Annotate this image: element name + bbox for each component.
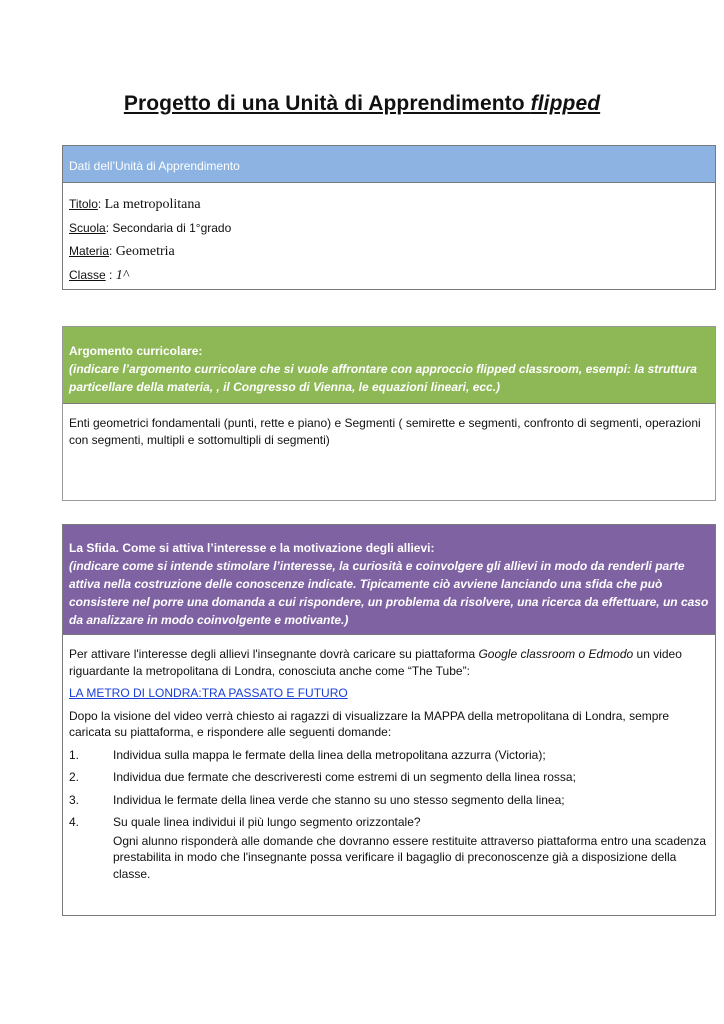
titolo-value: La metropolitana	[104, 197, 201, 212]
question-number: 1.	[69, 747, 80, 762]
argomento-body	[63, 404, 715, 448]
dati-header	[63, 146, 715, 183]
question-text: Individua sulla mappa le fermate della linea della metropolitana azzurra (Victoria);	[113, 747, 546, 762]
scuola-row: Scuola: Secondaria di 1°grado	[69, 221, 232, 235]
dati-section	[62, 145, 716, 290]
scuola-label: Scuola	[69, 221, 106, 235]
sfida-intro-text-1: Per attivare l'interesse degli allievi l'insegnante dovrà caricare su piattaforma	[69, 647, 479, 661]
question-text: Individua due fermate che descriveresti come estremi di un segmento della linea rossa;	[113, 770, 576, 784]
sfida-after-video: Dopo la visione del video verrà chiesto ai ragazzi di visualizzare la MAPPA della metropolitana di Londra, sempre caricata su piattaforma, e rispondere alle seguenti domande:	[69, 708, 670, 739]
list-item	[69, 747, 709, 764]
sfida-body	[63, 635, 715, 882]
sfida-section	[62, 524, 716, 916]
list-item	[69, 814, 709, 831]
page-title-italic: flipped	[530, 92, 601, 115]
sfida-intro-text-2: un video riguardante la metropolitana di Londra, conosciuta anche come “The Tube”:	[69, 647, 682, 678]
question-number: 3.	[69, 792, 80, 807]
classe-value: 1^	[115, 268, 129, 283]
question-number: 2.	[69, 770, 80, 784]
sfida-header	[63, 525, 715, 635]
scuola-value: Secondaria di 1°grado	[112, 221, 232, 235]
materia-value: Geometria	[115, 244, 175, 259]
question-number: 4.	[69, 815, 80, 829]
classe-row: Classe : 1^	[69, 268, 129, 283]
question-text: Su quale linea individui il più lungo segmento orizzontale?	[113, 815, 421, 829]
argomento-label: Argomento curricolare:	[69, 344, 203, 358]
materia-row: Materia: Geometria	[69, 244, 175, 259]
questions-list	[69, 747, 709, 831]
argomento-description: (indicare l’argomento curricolare che si vuole affrontare con approccio flipped classroom, esempi: la struttura particellare della materia, , il Congresso di Vienna, le equazioni lineari, ecc.)	[69, 362, 697, 394]
argomento-section	[62, 326, 716, 501]
list-item	[69, 769, 709, 786]
titolo-row: Titolo: La metropolitana	[69, 197, 201, 212]
page-title-main: Progetto di una Unità di Apprendimento	[123, 92, 531, 115]
video-link[interactable]: LA METRO DI LONDRA:TRA PASSATO E FUTURO	[69, 686, 348, 700]
sfida-label: La Sfida. Come si attiva l’interesse e la motivazione degli allievi:	[69, 541, 435, 555]
titolo-label: Titolo	[69, 197, 98, 211]
sfida-closing: Ogni alunno risponderà alle domande che dovranno essere restituite attraverso piattaforma entro una scadenza prestabilita in modo che l'insegnante possa verificare il bagaglio di preconoscenze già a disposizione della classe.	[113, 833, 707, 881]
materia-label: Materia	[69, 244, 110, 258]
dati-body	[63, 183, 715, 285]
sfida-intro	[69, 646, 709, 679]
argomento-content: Enti geometrici fondamentali (punti, rette e piano) e Segmenti ( semirette e segmenti, confronto di segmenti, operazioni con segmenti, multipli e sottomultipli di segmenti)	[69, 416, 701, 447]
sfida-intro-platform: Google classroom o Edmodo	[478, 647, 634, 661]
argomento-header	[63, 327, 715, 404]
page-title	[0, 92, 724, 116]
list-item	[69, 792, 709, 809]
classe-label: Classe	[69, 268, 106, 282]
dati-header-label: Dati dell’Unità di Apprendimento	[69, 159, 240, 173]
question-text: Individua le fermate della linea verde che stanno su uno stesso segmento della linea;	[113, 792, 565, 807]
sfida-description: (indicare come si intende stimolare l’interesse, la curiosità e coinvolgere gli allievi in modo da renderli parte attiva nella costruzione delle conoscenze indicate. Tipicamente ciò avviene lanciando una sfida che può consistere nel porre una domanda a cui rispondere, un problema da risolvere, una ricerca da effettuare, un caso da analizzare in modo coinvolgente e motivante.)	[69, 559, 709, 627]
